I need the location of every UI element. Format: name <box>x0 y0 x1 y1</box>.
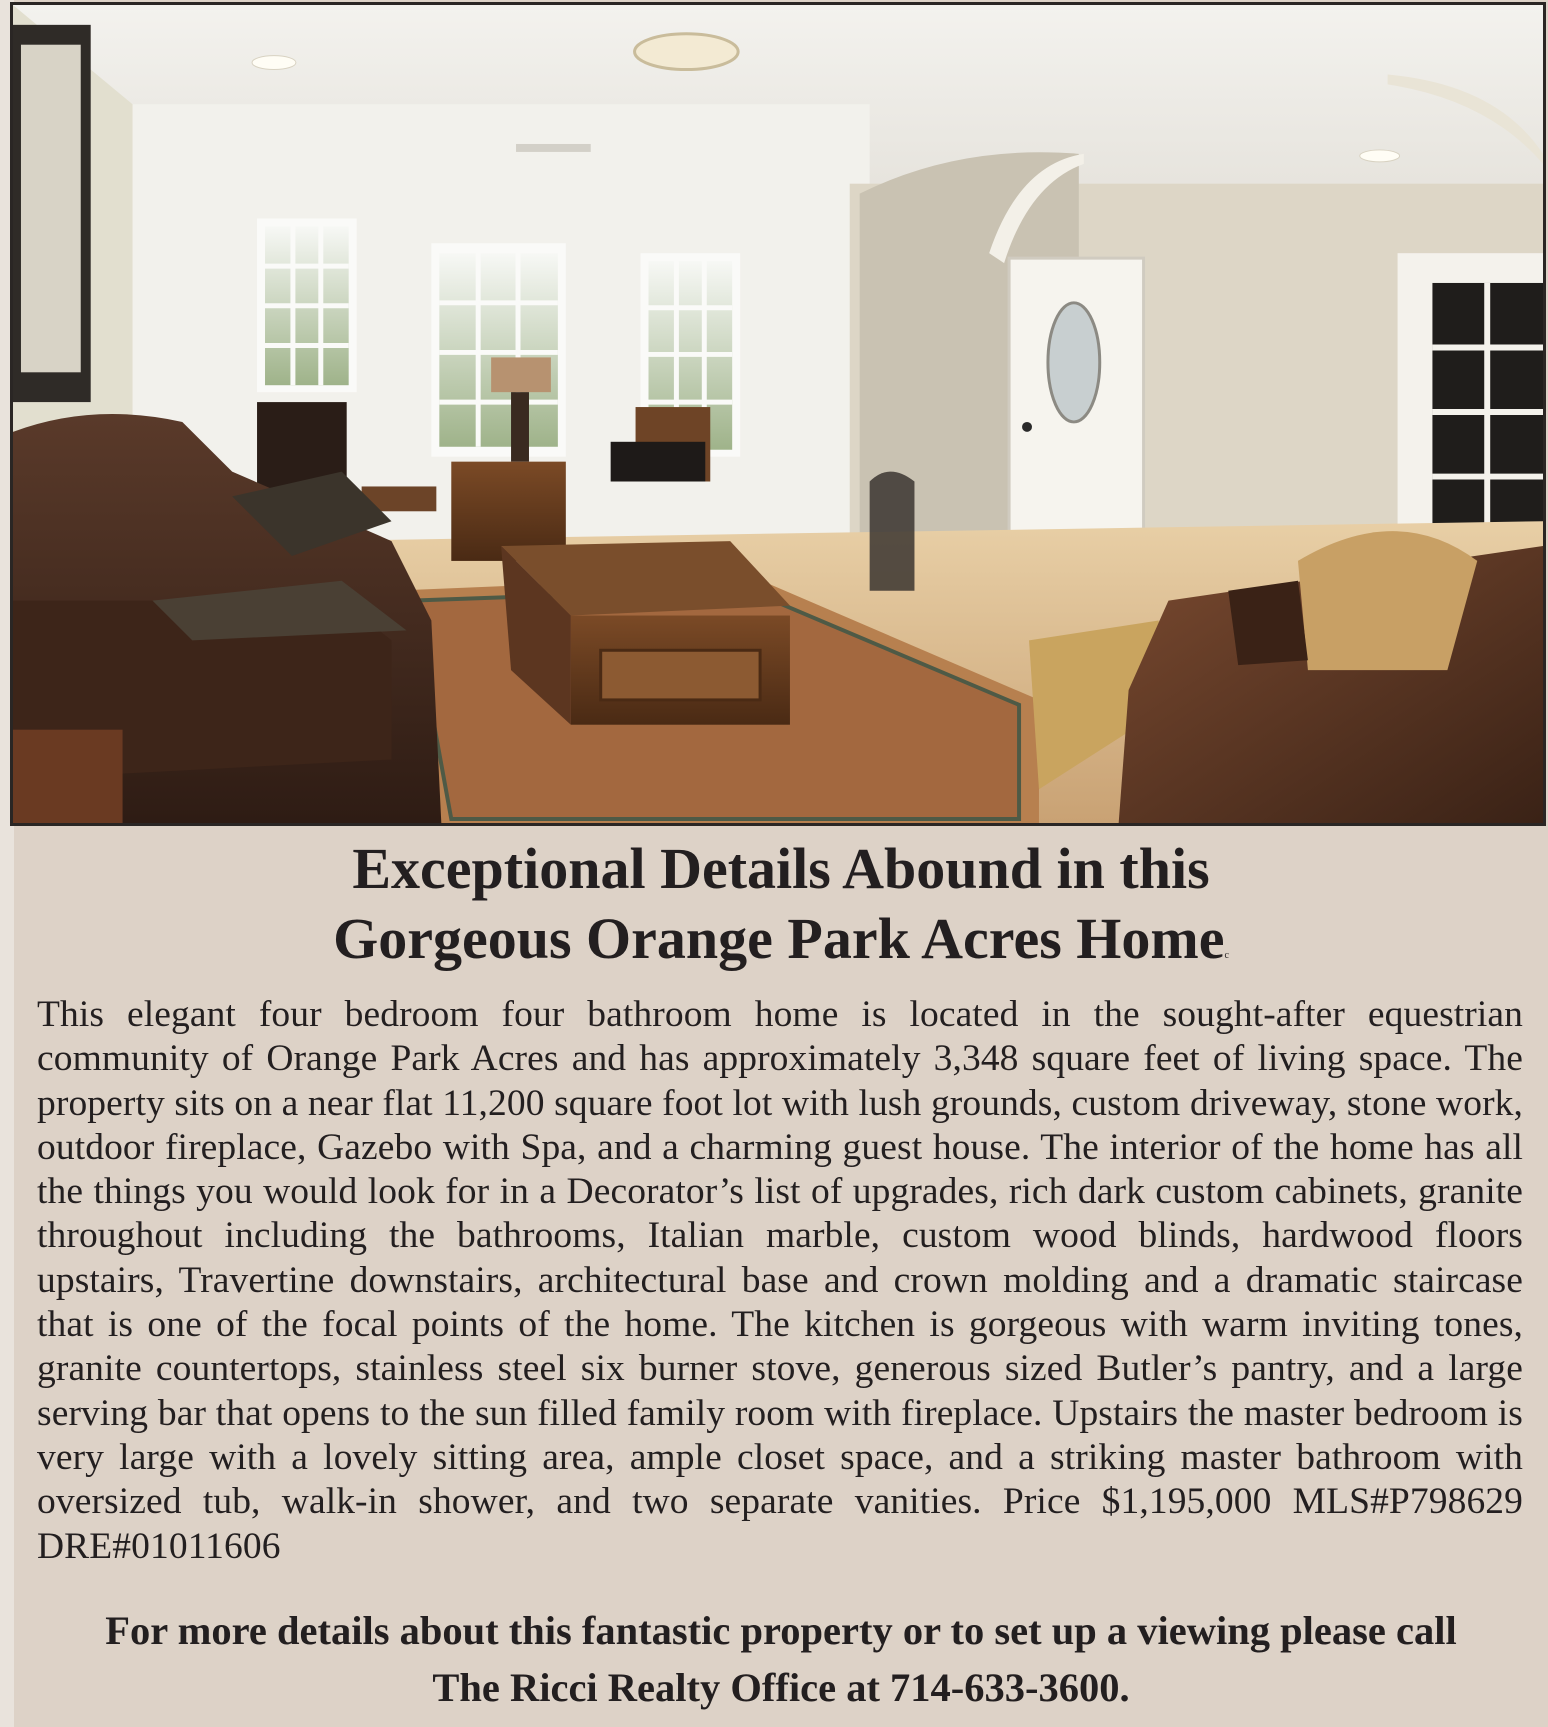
call-to-action <box>14 1602 1548 1716</box>
cta-line-2: The Ricci Realty Office at 714-633-3600. <box>432 1665 1130 1710</box>
window-left <box>257 218 357 392</box>
window-center <box>431 243 565 456</box>
headline-mark: c <box>1224 950 1229 961</box>
headline-line-1: Exceptional Details Abound in this <box>352 836 1210 901</box>
living-room-photo <box>10 2 1546 826</box>
headline-line-2 <box>14 904 1548 991</box>
headline-line-2-text: Gorgeous Orange Park Acres Home <box>333 906 1225 971</box>
cta-line-1: For more details about this fantastic property or to set up a viewing please call <box>105 1608 1457 1653</box>
living-room-illustration <box>13 5 1543 823</box>
listing-description: This elegant four bedroom four bathroom home is located in the sought-after equestrian community of Orange Park Acres and has approximately 3,348 square feet of living space. The property sits on a near flat 11,200 square foot lot with lush grounds, custom driveway, stone work, outdoor fireplace, Gazebo with Spa, and a charming guest house. The interior of the home has all the things you would look for in a Decorator’s list of upgrades, rich dark custom cabinets, granite throughout including the bathrooms, Italian marble, custom wood blinds, hardwood floors upstairs, Travertine downstairs, architectural base and crown molding and a dramatic staircase that is one of the focal points of the home. The kitchen is gorgeous with warm inviting tones, granite countertops, stainless steel six burner stove, generous sized Butler’s pantry, and a large serving bar that opens to the sun filled family room with fireplace. Upstairs the master bedroom is very large with a lovely sitting area, ample closet space, and a striking master bathroom with oversized tub, walk-in shower, and two separate vanities. Price $1,195,000 MLS#P798629 DRE#01011606 <box>37 994 1523 1567</box>
headline <box>14 834 1548 991</box>
